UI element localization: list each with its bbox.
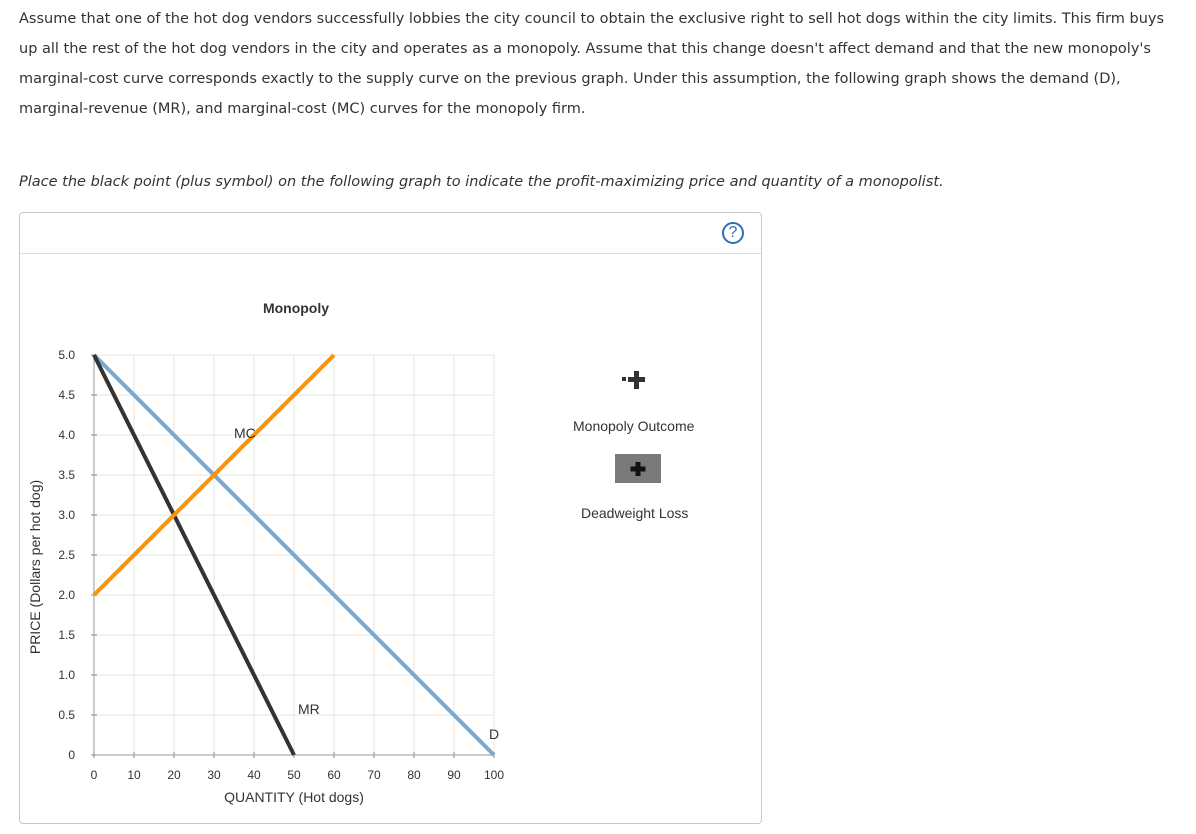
instruction-text: Place the black point (plus symbol) on the following graph to indicate the profit-maximizing price and quantity of a monopolist. — [19, 174, 944, 190]
chart-title: Monopoly — [262, 300, 330, 316]
deadweight-loss-tool[interactable] — [615, 454, 661, 483]
x-tick-label: 60 — [327, 768, 341, 782]
y-tick-label: 2.0 — [58, 588, 75, 602]
x-tick-label: 90 — [447, 768, 461, 782]
intro-paragraph: Assume that one of the hot dog vendors successfully lobbies the city council to obtain the exclusive right to sell hot dogs within the city limits. This firm buys up all the rest of the hot dog vendors in the city and operates as a monopoly. Assume that this change doesn't affect demand and that the new monopoly's marginal-cost curve corresponds exactly to the supply curve on the previous graph. Under this assumption, the following graph shows the demand (D), marginal-revenue (MR), and marginal-cost (MC) curves for the monopoly firm. — [19, 11, 1165, 117]
x-tick-label: 10 — [127, 768, 141, 782]
y-tick-label: 1.5 — [58, 628, 75, 642]
y-tick-label: 0.5 — [58, 708, 75, 722]
series-label-mc: MC — [234, 425, 256, 441]
tool-anchor-dot — [622, 377, 626, 381]
deadweight-loss-label: Deadweight Loss — [581, 505, 689, 521]
plus-point-icon — [628, 371, 645, 389]
series-label-mr: MR — [298, 701, 320, 717]
y-tick-label: 2.5 — [58, 548, 75, 562]
monopoly-outcome-tool[interactable] — [622, 371, 645, 389]
x-tick-label: 20 — [167, 768, 181, 782]
series-label-d: D — [488, 726, 500, 742]
x-tick-label: 70 — [367, 768, 381, 782]
x-axis-title: QUANTITY (Hot dogs) — [224, 789, 364, 805]
x-tick-label: 0 — [90, 768, 98, 782]
y-tick-label: 3.5 — [58, 468, 75, 482]
help-icon[interactable]: ? — [722, 222, 744, 244]
x-tick-label: 50 — [287, 768, 301, 782]
y-tick-label: 0 — [68, 748, 75, 762]
y-tick-label: 4.0 — [58, 428, 75, 442]
y-tick-label: 1.0 — [58, 668, 75, 682]
x-tick-label: 80 — [407, 768, 421, 782]
y-tick-label: 3.0 — [58, 508, 75, 522]
y-tick-label: 4.5 — [58, 388, 75, 402]
plus-polygon-icon — [631, 462, 646, 476]
x-tick-label: 40 — [247, 768, 261, 782]
x-tick-label: 30 — [207, 768, 221, 782]
x-tick-label: 100 — [483, 768, 505, 782]
graph-panel — [19, 212, 762, 824]
y-tick-label: 5.0 — [58, 348, 75, 362]
monopoly-outcome-label: Monopoly Outcome — [573, 418, 695, 434]
y-axis-title: PRICE (Dollars per hot dog) — [27, 479, 43, 655]
